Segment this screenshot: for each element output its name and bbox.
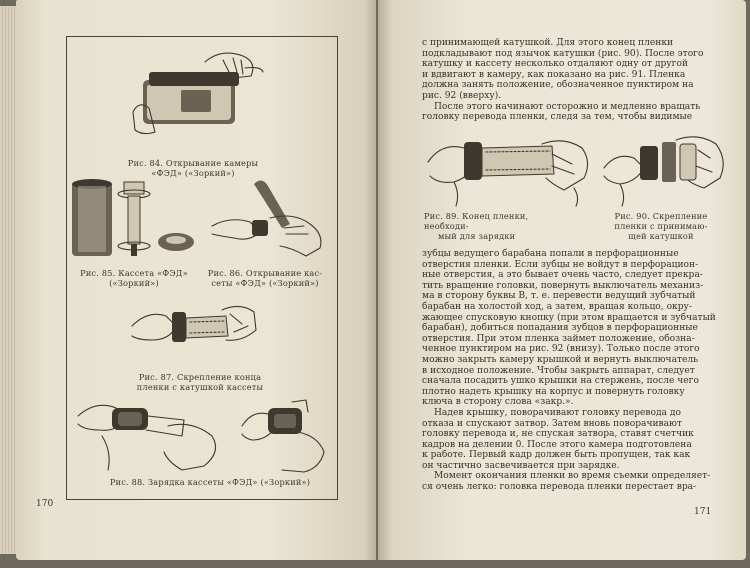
text-line: барабан на холостой ход, а затем, вращая кольцо, окру- (422, 301, 692, 312)
caption-line: Рис. 87. Скрепление конца (138, 372, 262, 382)
caption-line: («Зоркий») (109, 278, 159, 288)
text-line: кадров на делении 0. После этого камера подготовлена (422, 439, 692, 450)
caption-line: Рис. 88. Зарядка кассеты «ФЭД» («Зоркий») (109, 477, 311, 487)
text-line: ма в сторону буквы В, т. е. перевести ведущий зубчатый (422, 291, 696, 302)
page-number-right: 171 (694, 507, 712, 517)
text-line: зубцы ведущего барабана попали в перфорационные (422, 249, 679, 259)
text-line: в исходное положение. Чтобы закрыть аппарат, следует (422, 365, 695, 376)
text-line: барабан), добиться попадания зубцов в перфорационные (422, 323, 698, 334)
caption-line: Рис. 89. Конец пленки, необходи- (424, 211, 529, 231)
caption-line: мый для зарядки (438, 231, 516, 241)
fig89-illustration (424, 132, 594, 208)
text-line: ные отверстия, а это бывает очень часто, следует прекра- (422, 270, 703, 281)
text-line: он частично засвечивается при зарядке. (422, 460, 620, 471)
fig88-illustration (72, 396, 332, 476)
fig85-illustration (68, 176, 208, 266)
caption-line: Рис. 85. Кассета «ФЭД» (80, 268, 188, 278)
text-line: ключа в сторону слова «закр.». (422, 397, 574, 408)
fig84-illustration (125, 42, 265, 138)
fig90-illustration (600, 132, 730, 208)
top-paragraph (422, 38, 722, 123)
caption-line: Рис. 90. Скрепление (614, 211, 708, 221)
page-number-left: 170 (36, 499, 54, 509)
fig90-caption (606, 211, 716, 241)
fig86-illustration (210, 176, 330, 268)
text-line: можно закрыть камеру крышкой и вернуть выключатель (422, 354, 699, 365)
text-line: к работе. Первый кадр должен быть пропущен, так как (422, 450, 691, 461)
text-line: После этого начинают осторожно и медленно вращать (434, 101, 701, 112)
text-line: с принимающей катушкой. Для этого конец пленки (422, 38, 674, 48)
text-line: отверстия пленки. Если зубцы не войдут в перфорацион- (422, 259, 699, 270)
caption-line: пленки с катушкой кассеты (136, 382, 264, 392)
text-line: катушку и кассету несколько отдаляют одну от другой (422, 59, 688, 70)
fig84-caption (118, 158, 268, 178)
text-line: рис. 92 (вверху). (422, 90, 502, 101)
caption-line: щей катушкой (628, 231, 694, 241)
text-line: головку перевода и, не спуская затвора, ставят счетчик (422, 429, 694, 440)
fig89-caption (424, 211, 564, 241)
caption-line: сеты «ФЭД» («Зоркий») (211, 278, 319, 288)
text-line: плотно надеть крышку на корпус и повернуть головку (422, 386, 685, 397)
text-line: головку перевода пленки, следя за тем, чтобы видимые (422, 112, 693, 123)
text-line: сначала посадить ушко крышки на стержень, после чего (422, 376, 699, 387)
body-text (422, 249, 722, 493)
fig87-caption (130, 372, 270, 392)
fig87-illustration (130, 296, 260, 362)
caption-line: пленки с принимаю- (614, 221, 708, 231)
text-line: подкладывают под язычок катушки (рис. 90). После этого (422, 48, 704, 59)
text-line: отверстия. При этом пленка займет положение, обозна- (422, 333, 695, 344)
caption-line: Рис. 84. Открывание камеры (127, 158, 259, 168)
text-line: тить вращение головки, повернуть выключатель механиз- (422, 280, 704, 291)
fig86-caption (200, 268, 330, 288)
text-line: жающее спусковую кнопку (при этом вращается и зубчатый (422, 312, 716, 323)
text-line: Надев крышку, поворачивают головку перевода до (434, 407, 681, 418)
fig85-caption (74, 268, 194, 288)
caption-line: «ФЭД» («Зоркий») (151, 168, 235, 178)
text-line: и вдвигают в камеру, как показано на рис. 91. Пленка (422, 69, 686, 80)
text-line: ся очень легко: головка перевода пленки перестает вра- (422, 482, 697, 493)
caption-line: Рис. 86. Открывание кас- (207, 268, 323, 278)
fig88-caption (90, 477, 330, 487)
text-line: отказа и спускают затвор. Затем вновь поворачивают (422, 418, 683, 429)
text-line: Момент окончания пленки во время съемки определяет- (434, 471, 711, 482)
text-line: должна занять положение, обозначенное пунктиром на (422, 80, 694, 91)
text-line: ченное пунктиром на рис. 92 (внизу). Только после этого (422, 344, 700, 355)
